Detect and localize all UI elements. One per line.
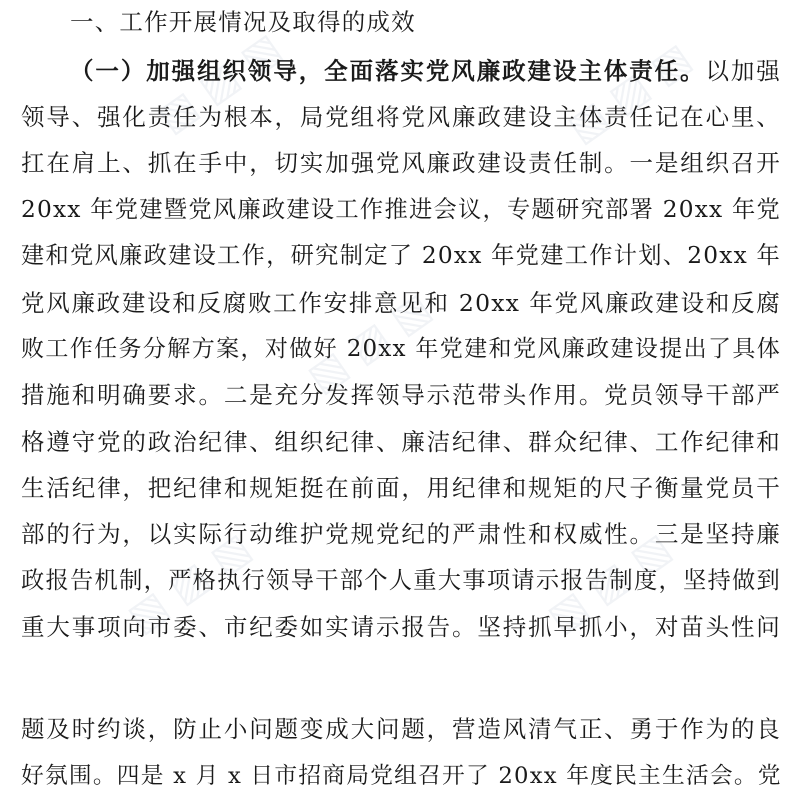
section-heading: 一、工作开展情况及取得的成效 — [70, 8, 416, 36]
paragraph-line: 措施和明确要求。二是充分发挥领导示范带头作用。党员领导干部严 — [21, 381, 781, 409]
watermark: ▧ ▨ ▧ — [539, 524, 680, 642]
paragraph-line: 好氛围。四是 x 月 x 日市招商局党组召开了 20xx 年度民主生活会。党 — [21, 763, 782, 789]
paragraph-line: 题及时约谈，防止小问题变成大问题，营造风清气正、勇于作为的良 — [21, 715, 781, 743]
paragraph-line: 党风廉政建设和反腐败工作安排意见和 20xx 年党风廉政建设和反腐 — [21, 289, 781, 317]
paragraph-bold-lead: （一）加强组织领导，全面落实党风廉政建设主体责任。 — [70, 57, 706, 85]
watermark: ▧ ▨ ▧ — [149, 24, 290, 142]
watermark: ▧ ▨ ▧ — [559, 34, 700, 152]
paragraph-first-line — [70, 49, 781, 93]
paragraph-line: 建和党风廉政建设工作，研究制定了 20xx 年党建工作计划、20xx 年 — [21, 242, 781, 269]
paragraph-line: 重大事项向市委、市纪委如实请示报告。坚持抓早抓小，对苗头性问 — [21, 613, 781, 641]
paragraph-line: 政报告机制，严格执行领导干部个人重大事项请示报告制度，坚持做到 — [21, 567, 781, 594]
watermark: ▧ ▨ ▧ — [299, 284, 440, 402]
paragraph-line: 扛在肩上、抓在手中，切实加强党风廉政建设责任制。一是组织召开 — [21, 149, 781, 177]
paragraph-line-rest: 以加强 — [705, 57, 782, 85]
paragraph-line: 部的行为，以实际行动维护党规党纪的严肃性和权威性。三是坚持廉 — [21, 520, 781, 548]
paragraph-line: 败工作任务分解方案，对做好 20xx 年党建和党风廉政建设提出了具体 — [21, 336, 781, 362]
paragraph-line: 生活纪律，把纪律和规矩挺在前面，用纪律和规矩的尺子衡量党员干 — [21, 474, 781, 502]
paragraph-line: 20xx 年党建暨党风廉政建设工作推进会议，专题研究部署 20xx 年党 — [21, 196, 781, 223]
paragraph-line: 格遵守党的政治纪律、组织纪律、廉洁纪律、群众纪律、工作纪律和 — [21, 428, 781, 456]
paragraph-line: 领导、强化责任为根本，局党组将党风廉政建设主体责任记在心里、 — [21, 103, 781, 131]
watermark: ▧ ▨ ▧ — [119, 524, 260, 642]
